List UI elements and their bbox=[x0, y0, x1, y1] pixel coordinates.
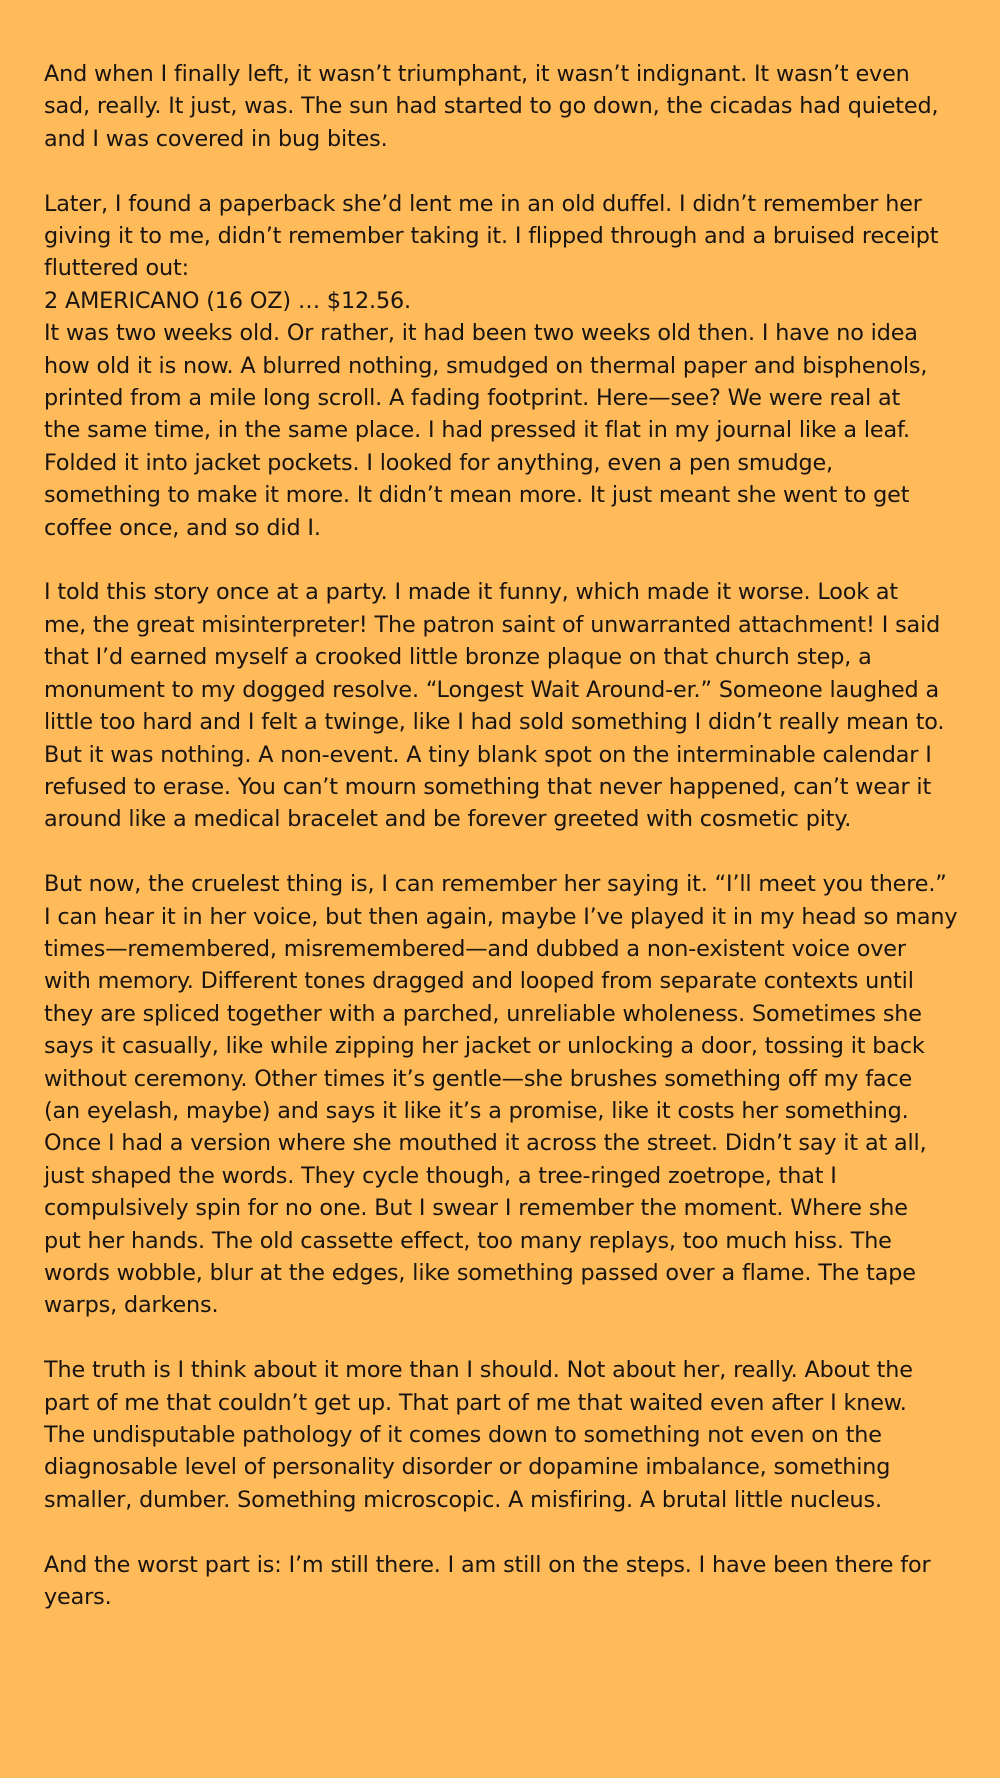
text-line: refused to erase. You can’t mourn something that never happened, can’t wear it bbox=[44, 773, 932, 800]
text-line: diagnosable level of personality disorder or dopamine imbalance, something bbox=[44, 1454, 891, 1481]
text-line: that I’d earned myself a crooked little bronze plaque on that church step, a bbox=[44, 644, 872, 671]
text-line: It was two weeks old. Or rather, it had been two weeks old then. I have no idea bbox=[44, 320, 918, 347]
text-line: The undisputable pathology of it comes down to something not even on the bbox=[44, 1422, 882, 1448]
text-line: part of me that couldn’t get up. That part of me that waited even after I knew. bbox=[44, 1389, 907, 1416]
paragraph-leaving bbox=[44, 58, 956, 155]
text-line: Folded it into jacket pockets. I looked for anything, even a pen smudge, bbox=[44, 449, 833, 476]
paragraph-gap bbox=[44, 155, 956, 187]
text-line: without ceremony. Other times it’s gentle—she brushes something off my face bbox=[44, 1065, 913, 1092]
text-line: times—remembered, misremembered—and dubbed a non-existent voice over bbox=[44, 935, 906, 962]
text-line: But it was nothing. A non-event. A tiny blank spot on the interminable calendar I bbox=[44, 741, 932, 768]
text-line: I can hear it in her voice, but then again, maybe I’ve played it in my head so many bbox=[44, 903, 958, 930]
text-line: says it casually, like while zipping her jacket or unlocking a door, tossing it back bbox=[44, 1033, 925, 1060]
text-line: they are spliced together with a parched, unreliable wholeness. Sometimes she bbox=[44, 1000, 922, 1027]
text-line: Later, I found a paperback she’d lent me in an old duffel. I didn’t remember her bbox=[44, 190, 922, 217]
text-line: words wobble, blur at the edges, like something passed over a flame. The tape bbox=[44, 1259, 916, 1286]
text-line: The truth is I think about it more than I should. Not about her, really. About the bbox=[44, 1357, 913, 1384]
text-line: with memory. Different tones dragged and looped from separate contexts until bbox=[44, 968, 914, 995]
paragraph-party bbox=[44, 576, 956, 835]
paragraph-truth bbox=[44, 1354, 956, 1516]
paragraph-gap bbox=[44, 544, 956, 576]
text-line: me, the great misinterpreter! The patron saint of unwarranted attachment! I said bbox=[44, 611, 941, 638]
paragraph-gap bbox=[44, 1516, 956, 1548]
paragraph-gap bbox=[44, 836, 956, 868]
text-line: compulsively spin for no one. But I swear I remember the moment. Where she bbox=[44, 1195, 908, 1222]
text-line: and I was covered in bug bites. bbox=[44, 125, 388, 152]
paragraph-worst-part bbox=[44, 1549, 956, 1614]
paragraph-memory bbox=[44, 868, 956, 1322]
text-line: monument to my dogged resolve. “Longest Wait Around-er.” Someone laughed a bbox=[44, 676, 939, 703]
text-line: something to make it more. It didn’t mean more. It just meant she went to get bbox=[44, 482, 910, 509]
text-line: the same time, in the same place. I had pressed it flat in my journal like a leaf. bbox=[44, 417, 910, 444]
text-line: And when I finally left, it wasn’t triumphant, it wasn’t indignant. It wasn’t even bbox=[44, 61, 910, 87]
text-line: printed from a mile long scroll. A fading footprint. Here—see? We were real at bbox=[44, 385, 901, 412]
text-line: warps, darkens. bbox=[44, 1292, 219, 1319]
text-line: little too hard and I felt a twinge, like I had sold something I didn’t really mean to. bbox=[44, 709, 945, 736]
text-line: But now, the cruelest thing is, I can remember her saying it. “I’ll meet you there.” bbox=[44, 871, 947, 898]
text-line: smaller, dumber. Something microscopic. A misfiring. A brutal little nucleus. bbox=[44, 1486, 882, 1513]
text-line: around like a medical bracelet and be forever greeted with cosmetic pity. bbox=[44, 806, 852, 833]
text-line: giving it to me, didn’t remember taking it. I flipped through and a bruised receipt bbox=[44, 223, 939, 250]
text-line: coffee once, and so did I. bbox=[44, 514, 321, 541]
text-line: years. bbox=[44, 1584, 112, 1611]
text-line: fluttered out: bbox=[44, 255, 189, 282]
text-line: I told this story once at a party. I made it funny, which made it worse. Look at bbox=[44, 579, 899, 606]
paragraph-receipt bbox=[44, 188, 956, 544]
text-line: sad, really. It just, was. The sun had started to go down, the cicadas had quieted, bbox=[44, 93, 939, 120]
text-line: how old it is now. A blurred nothing, smudged on thermal paper and bisphenols, bbox=[44, 352, 928, 379]
text-line: put her hands. The old cassette effect, too many replays, too much hiss. The bbox=[44, 1227, 892, 1254]
text-line: Once I had a version where she mouthed it across the street. Didn’t say it at all, bbox=[44, 1130, 927, 1157]
text-line: (an eyelash, maybe) and says it like it’s a promise, like it costs her something. bbox=[44, 1097, 909, 1124]
text-line: And the worst part is: I’m still there. I am still on the steps. I have been there for bbox=[44, 1551, 931, 1578]
paragraph-gap bbox=[44, 1322, 956, 1354]
receipt-line: 2 AMERICANO (16 OZ) … $12.56. bbox=[44, 287, 411, 314]
text-line: just shaped the words. They cycle though, a tree-ringed zoetrope, that I bbox=[44, 1162, 837, 1189]
